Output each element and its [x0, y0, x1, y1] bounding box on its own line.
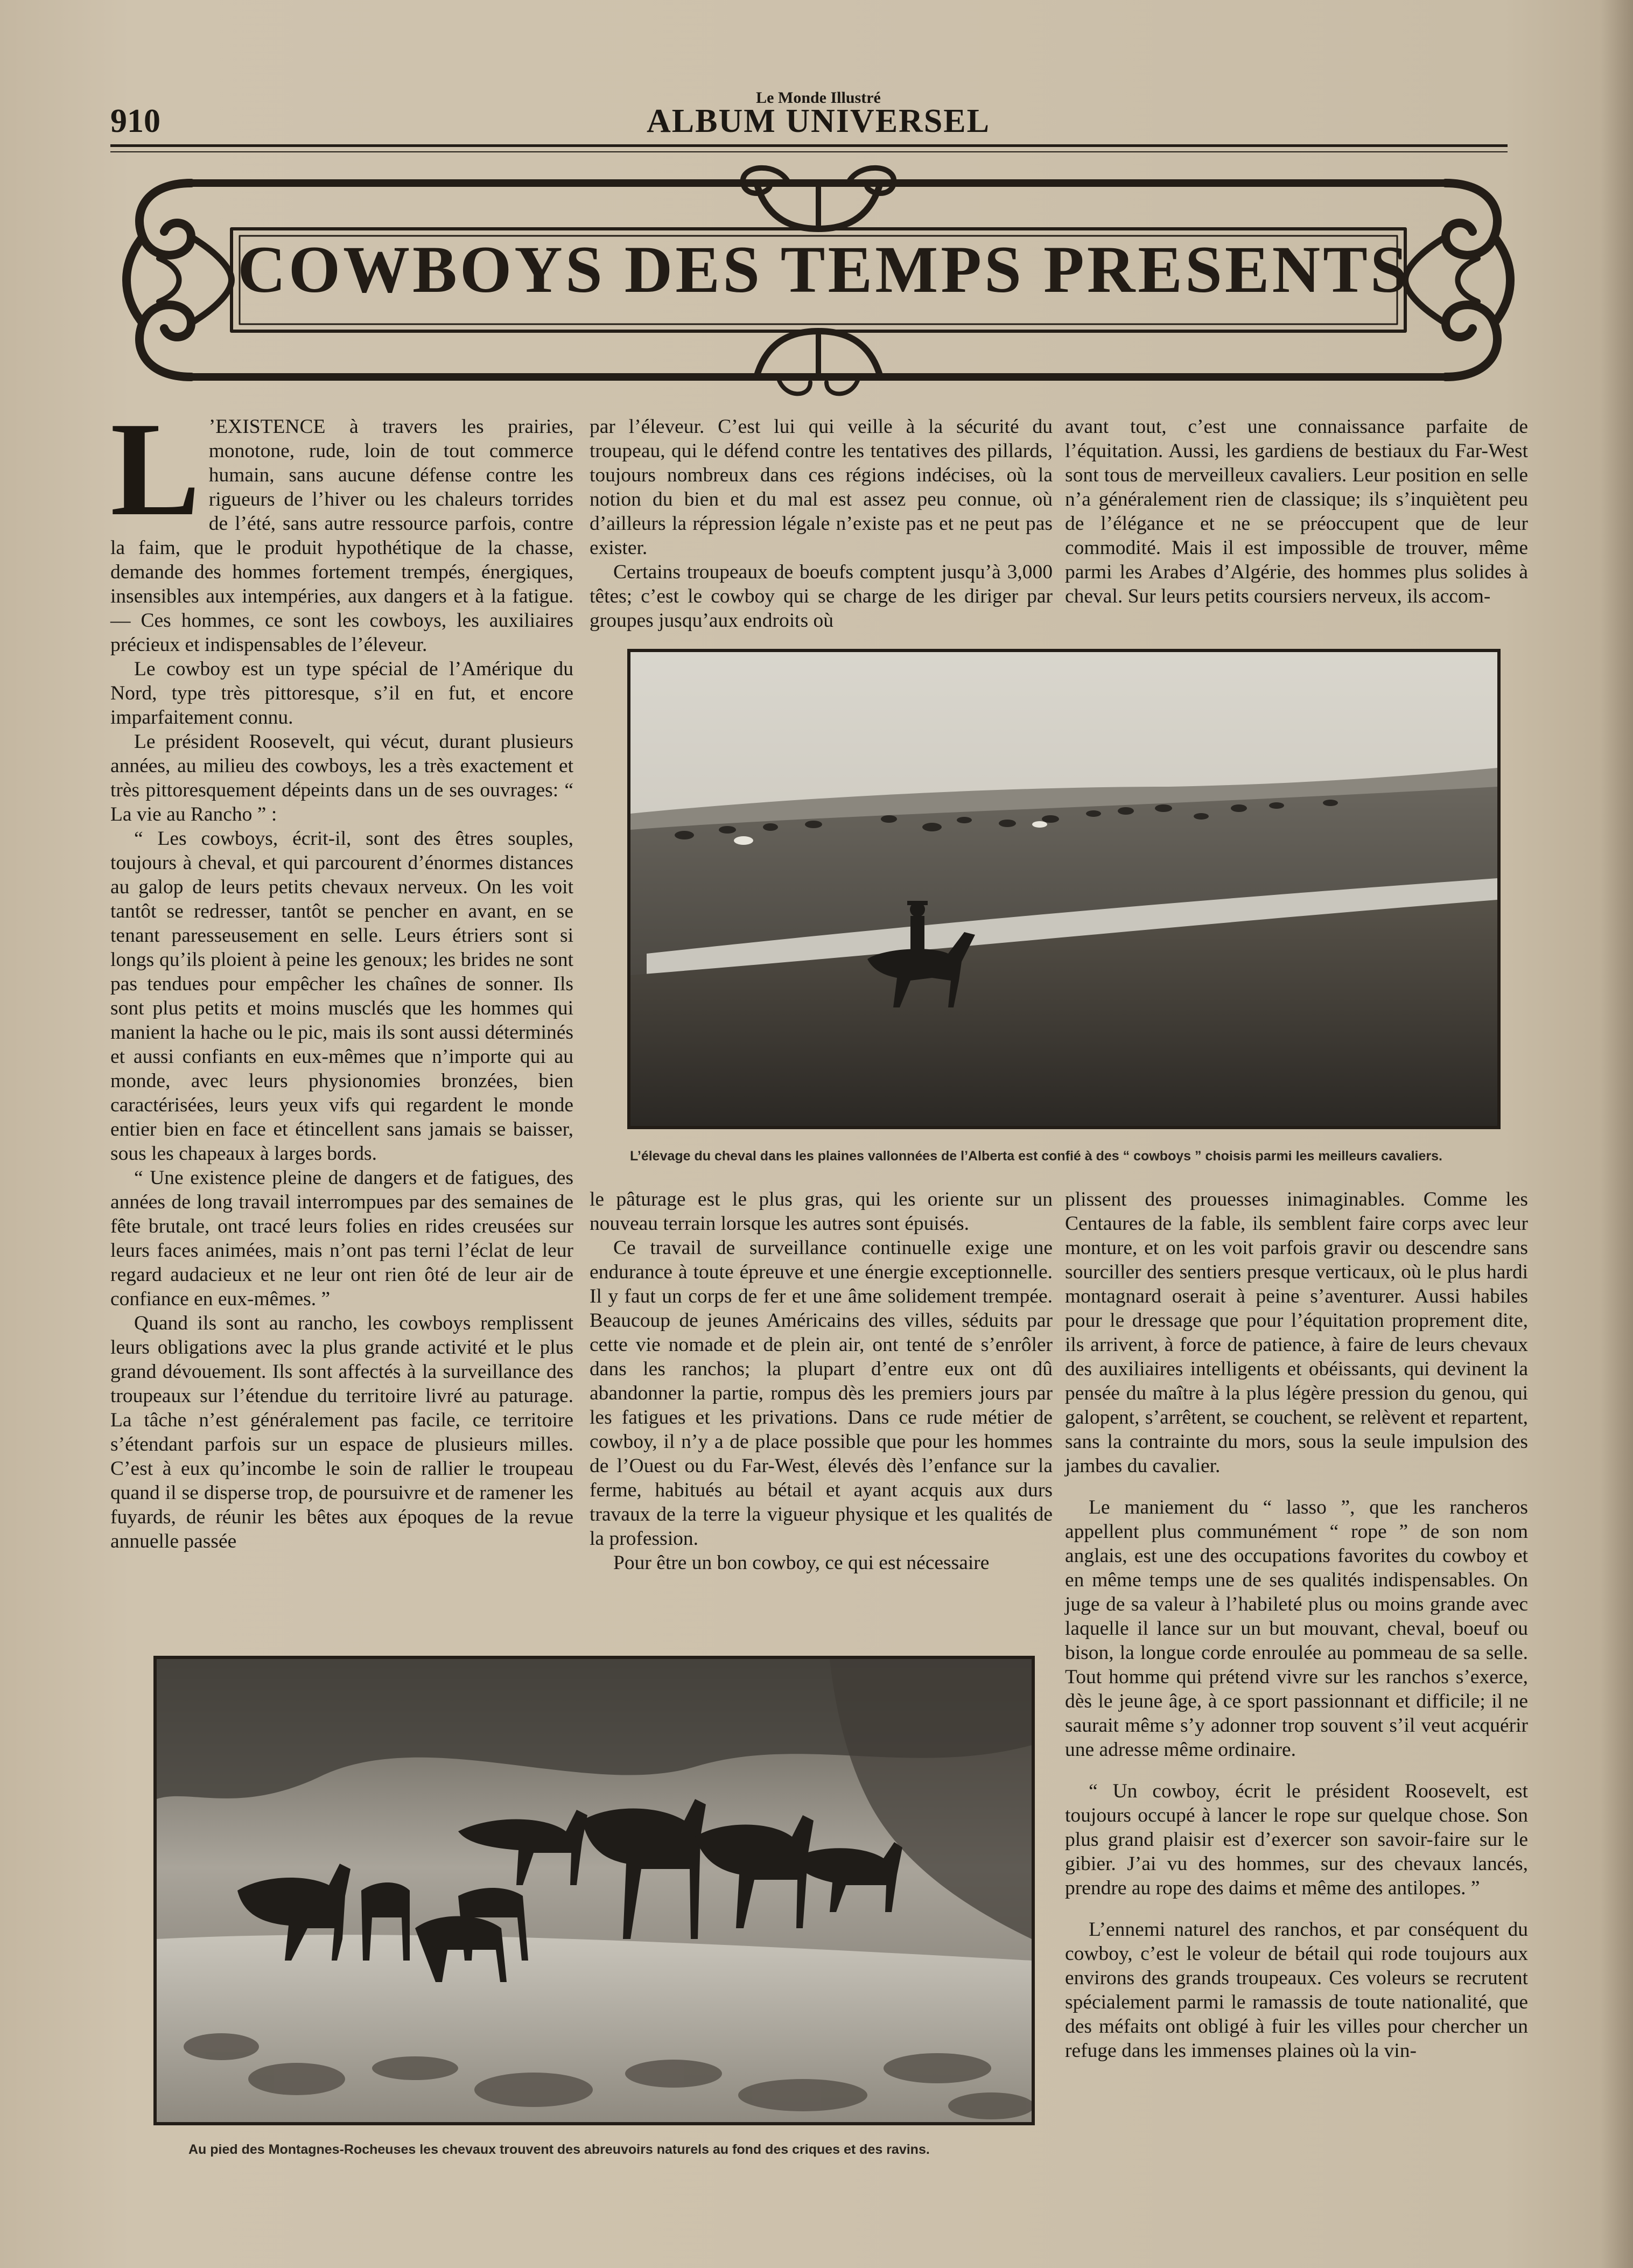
paragraph: Le maniement du “ lasso ”, que les rancheros appellent plus communément “ rope ” de son nom anglais, est une des occupations favorites du cowboy et en même temps une de ses qualités indispensables. On juge de sa valeur à l’habileté plus ou moins grande avec laquelle il lance sur un but mouvant, cheval, boeuf ou bison, la longue corde enroulée au pommeau de sa selle. Tout homme qui prétend vivre sur les ranchos s’exerce, dès le jeune âge, à ce sport passionnant et difficile; il ne saurait même s’y adonner trop souvent s’il veut acquérir une adresse même ordinaire.	[1065, 1496, 1528, 1761]
publication-title: ALBUM UNIVERSEL	[646, 103, 991, 139]
text-column-1	[110, 395, 573, 1553]
opening-paragraph	[110, 395, 573, 657]
photo-horses-creek	[153, 1656, 1035, 2125]
text-column-2-bottom	[590, 1187, 1053, 1575]
photo-alberta-plains-image	[630, 652, 1497, 1126]
publication-supertitle: Le Monde Illustré	[756, 89, 881, 107]
drop-cap: L	[110, 395, 200, 544]
paragraph: Ce travail de surveillance continuelle exige une endurance à toute épreuve et une énergie exceptionnelle. Il y faut un corps de fer et une âme solidement trempée. Beaucoup de jeunes Américains des villes, séduits par cette vie nomade et de plein air, ont tenté de s’enrôler dans les ranchos; la plupart d’entre eux ont dû abandonner la partie, rompus dès les premiers jours par les fatigues et les privations. Dans ce rude métier de cowboy, il n’y a de place possible que pour les hommes de l’Ouest ou du Far-West, élevés dès l’enfance sur la ferme, habitués au bétail et ayant acquis aux durs travaux de la terre la vigueur physique et les qualités de la profession.	[590, 1237, 1053, 1550]
opening-text: ’EXISTENCE à travers les prairies, monotone, rude, loin de tout commerce humain, sans aucune défense contre les rigueurs de l’hiver ou les chaleurs torrides de l’été, sans autre ressource parfois, contre la faim, que le produit hypothétique de la chasse, demande des hommes fortement trempés, énergiques, insensibles aux intempéries, aux dangers et à la fatigue. — Ces hommes, ce sont les cowboys, les auxiliaires précieux et indispensables de l’éleveur.	[110, 416, 573, 656]
caption-photo-alberta: L’élevage du cheval dans les plaines vallonnées de l’Alberta est confié à des “ cowboys ” choisis parmi les meilleurs cavaliers.	[630, 1149, 1442, 1164]
text-column-2-top	[590, 415, 1053, 633]
paragraph: Pour être un bon cowboy, ce qui est nécessaire	[613, 1552, 990, 1574]
paragraph: “ Une existence pleine de dangers et de fatigues, des années de long travail interrompues par des semaines de fête brutale, ont tracé leurs folies en rides creusées sur leurs faces animées, mais n’ont pas terni l’éclat de leur regard audacieux et ne leur ont rien ôté de leur air de confiance en eux-mêmes. ”	[110, 1167, 573, 1310]
article-title: COWBOYS DES TEMPS PRESENTS	[237, 233, 1410, 306]
paragraph: avant tout, c’est une connaissance parfaite de l’équitation. Aussi, les gardiens de bestiaux du Far-West sont tous de merveilleux cavaliers. Leur position en selle n’a généralement rien de classique; ils s’inquiètent peu de l’élégance et ne se préoccupent que de leur commodité. Mais il est impossible de trouver, même parmi les Arabes d’Algérie, des hommes plus solides à cheval. Sur leurs petits coursiers nerveux, ils accom-	[1065, 416, 1528, 607]
paragraph: Le président Roosevelt, qui vécut, durant plusieurs années, au milieu des cowboys, les a très exactement et très pittoresquement dépeints dans un de ses ouvrages: “ La vie au Rancho ” :	[110, 731, 573, 825]
photo-alberta-plains	[627, 649, 1501, 1129]
paragraph: Quand ils sont au rancho, les cowboys remplissent leurs obligations avec la plus grande activité et le plus grand dévouement. Ils sont affectés à la surveillance des troupeaux sur l’étendue du territoire livré au paturage. La tâche n’est généralement pas facile, ce territoire s’étendant parfois sur un espace de plusieurs milles. C’est à eux qu’incombe le soin de rallier le troupeau quand il se disperse trop, de poursuivre et de ramener les fuyards, de réunir les bêtes aux époques de la revue annuelle passée	[110, 1312, 573, 1552]
paragraph: Certains troupeaux de boeufs comptent jusqu’à 3,000 têtes; c’est le cowboy qui se charge de les diriger par groupes jusqu’aux endroits où	[590, 561, 1053, 632]
paragraph: “ Les cowboys, écrit-il, sont des êtres souples, toujours à cheval, et qui parcourent d’énormes distances au galop de leurs petits chevaux nerveux. On les voit tantôt se redresser, tantôt se pencher en avant, en se tenant paresseusement en selle. Leurs étriers sont si longs qu’ils ploient à peine les genoux; les brides ne sont pas tendues pour empêcher les chaînes de sonner. Ils sont plus petits et moins musclés que les hommes qui manient la hache ou le pic, mais ils sont aussi déterminés et aussi confiants en eux-mêmes que n’importe qui au monde, avec leurs physionomies bronzées, bien caractérisées, leurs yeux vifs qui regardent le monde entier bien en face et étincellent sans jamais se baisser, sous les chapeaux à larges bords.	[110, 828, 573, 1165]
caption-photo-creek: Au pied des Montagnes-Rocheuses les chevaux trouvent des abreuvoirs naturels au fond des criques et des ravins.	[188, 2142, 930, 2157]
page-number: 910	[110, 103, 160, 139]
header-rule-thick	[110, 144, 1508, 147]
paragraph: Le cowboy est un type spécial de l’Amérique du Nord, type très pittoresque, s’il en fut, et encore imparfaitement connu.	[110, 658, 573, 729]
paragraph: par l’éleveur. C’est lui qui veille à la sécurité du troupeau, qui le défend contre les tentatives des pillards, toujours nombreux dans ces régions indécises, où la notion du bien et du mal est assez peu connue, où d’ailleurs la répression légale n’existe pas et ne peut pas exister.	[590, 416, 1053, 559]
paragraph: “ Un cowboy, écrit le président Roosevelt, est toujours occupé à lancer le rope sur quelque chose. Son plus grand plaisir est d’exercer son savoir-faire sur le gibier. J’ai vu des hommes, sur des chevaux lancés, prendre au rope des daims et même des antilopes. ”	[1065, 1780, 1528, 1899]
paragraph: plissent des prouesses inimaginables. Comme les Centaures de la fable, ils semblent faire corps avec leur monture, et on les voit parfois gravir ou descendre sans sourciller des sentiers presque verticaux, où le plus hardi montagnard oserait à peine s’aventurer. Aussi habiles pour le dressage que pour l’équitation proprement dite, ils arrivent, à force de patience, à faire de leurs chevaux des auxiliaires intelligents et obéissants, qui devinent la pensée du maître à la plus légère pression du genou, qui galopent, s’arrêtent, se couchent, se relèvent et repartent, sans la contrainte du mors, sous la seule impulsion des jambes du cavalier.	[1065, 1188, 1528, 1477]
text-column-3-bottom	[1065, 1187, 1528, 2063]
paragraph: L’ennemi naturel des ranchos, et par conséquent du cowboy, c’est le voleur de bétail qui rode toujours aux environs des grands troupeaux. Ces voleurs se recrutent spécialement parmi le ramassis de toute nationalité, que des méfaits ont obligé à fuir les villes pour chercher un refuge dans les immenses plaines où la vin-	[1065, 1919, 1528, 2062]
page-gutter-shadow	[1601, 0, 1633, 2268]
paragraph: le pâturage est le plus gras, qui les oriente sur un nouveau terrain lorsque les autres sont épuisés.	[590, 1188, 1053, 1235]
photo-horses-creek-image	[157, 1659, 1032, 2122]
text-column-3-top	[1065, 415, 1528, 608]
header-rule-thin	[110, 151, 1508, 152]
